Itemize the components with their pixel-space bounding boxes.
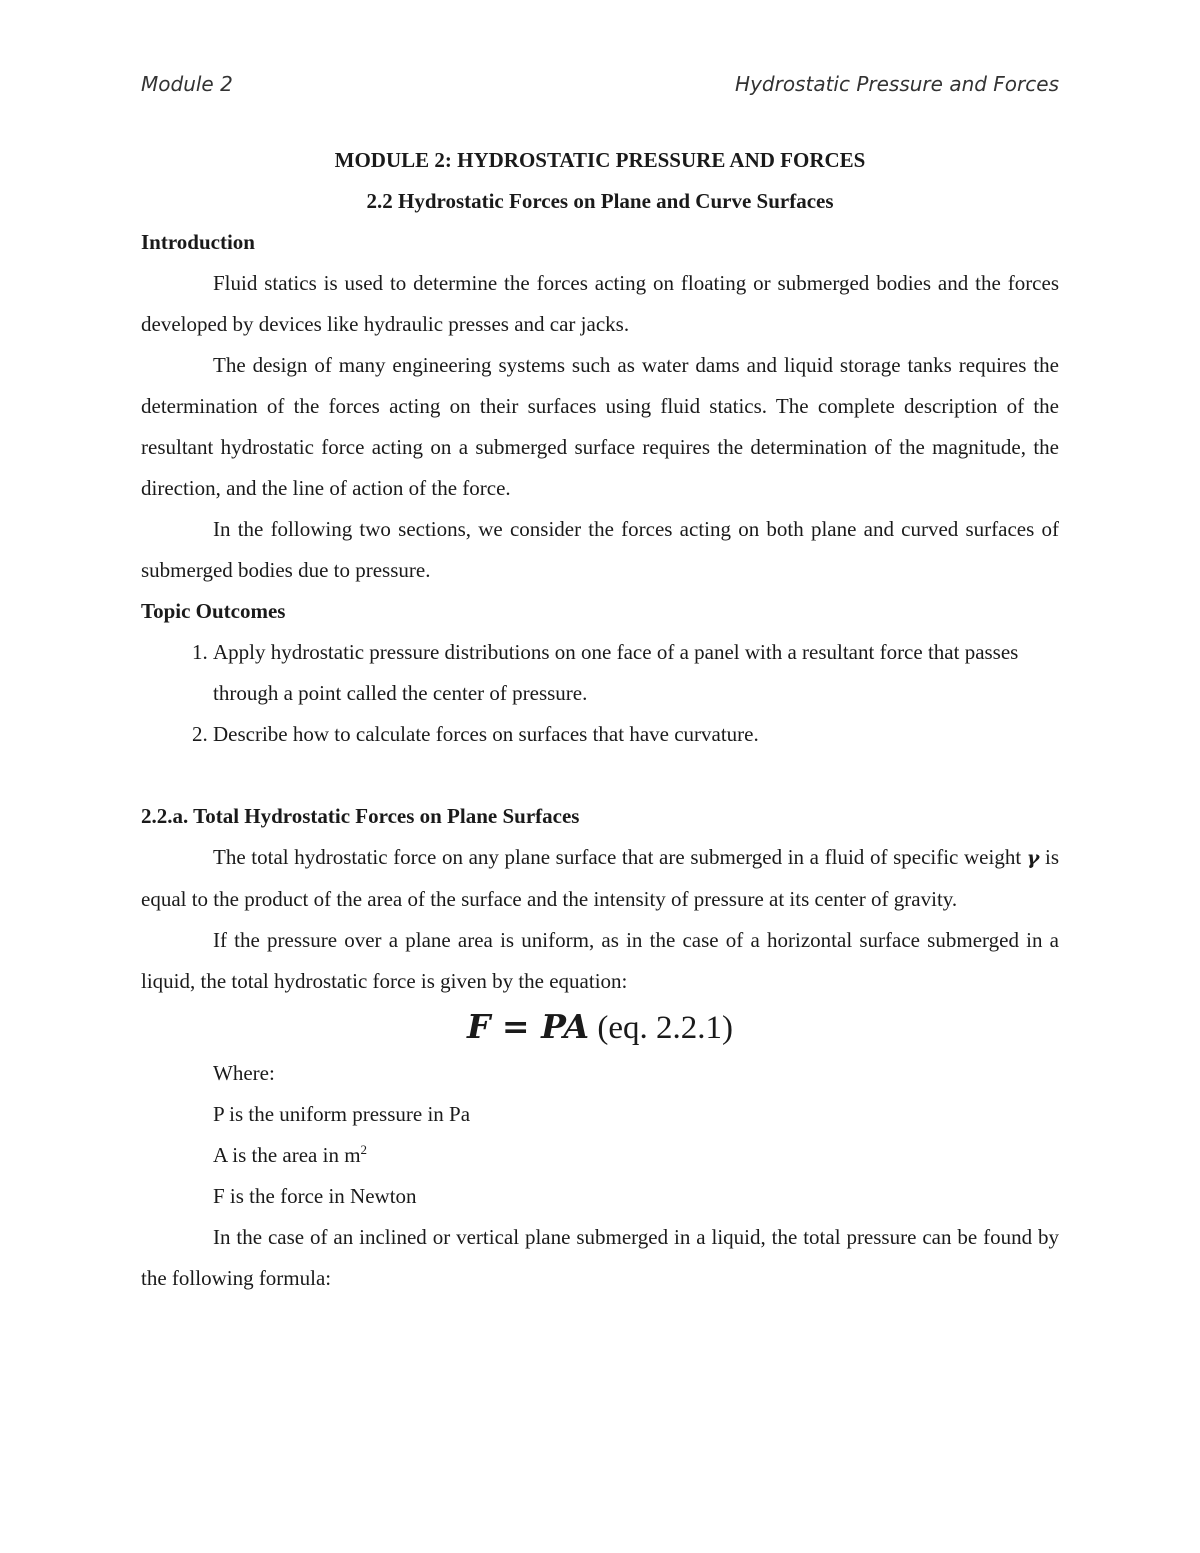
equation-2-2-1 (141, 1002, 1059, 1053)
outcome-item: 1. Apply hydrostatic pressure distributions on one face of a panel with a resultant force that passes through a point called the center of pressure. (213, 632, 1059, 714)
where-label: Where: (213, 1061, 275, 1085)
definition-f: F is the force in Newton (213, 1184, 417, 1208)
outcome-item: 2. Describe how to calculate forces on surfaces that have curvature. (213, 714, 1059, 755)
equation-equals: = (490, 1007, 542, 1046)
gamma-symbol: γ (1026, 847, 1040, 869)
intro-paragraph-2: The design of many engineering systems such as water dams and liquid storage tanks requires the determination of the forces acting on their surfaces using fluid statics. The complete description of the resultant hydrostatic force acting on a submerged surface requires the determination of the magnitude, the direction, and the line of action of the force. (141, 353, 1059, 500)
section-p1-start: The total hydrostatic force on any plane surface that are submerged in a fluid of specific weight (213, 845, 1027, 869)
section-p1-end: is equal to the product of the area of the surface and the intensity of pressure at its center of gravity. (141, 845, 1059, 911)
equation-lhs: F (467, 1007, 491, 1046)
section-paragraph-1 (141, 837, 1059, 920)
header-module-label: Module 2 (141, 72, 233, 96)
document-subtitle: 2.2 Hydrostatic Forces on Plane and Curve Surfaces (366, 189, 834, 213)
intro-paragraph-3: In the following two sections, we consider the forces acting on both plane and curved surfaces of submerged bodies due to pressure. (141, 517, 1059, 582)
spacer (141, 755, 1059, 796)
intro-paragraph-1: Fluid statics is used to determine the forces acting on floating or submerged bodies and the forces developed by devices like hydraulic presses and car jacks. (141, 271, 1059, 336)
header-topic-label: Hydrostatic Pressure and Forces (735, 72, 1059, 96)
equation-rhs: PA (541, 1007, 590, 1046)
document-body (141, 140, 1059, 1299)
equation-reference: (eq. 2.2.1) (589, 1010, 733, 1046)
page-header (141, 72, 1059, 102)
section-paragraph-2: If the pressure over a plane area is uniform, as in the case of a horizontal surface submerged in a liquid, the total hydrostatic force is given by the equation: (141, 928, 1059, 993)
introduction-heading: Introduction (141, 230, 255, 254)
outcomes-list (141, 632, 1059, 755)
outcomes-heading: Topic Outcomes (141, 599, 286, 623)
definition-a-exponent: 2 (360, 1142, 368, 1157)
definition-p: P is the uniform pressure in Pa (213, 1102, 471, 1126)
definition-a (141, 1135, 1059, 1176)
document-title: MODULE 2: HYDROSTATIC PRESSURE AND FORCES (334, 148, 866, 172)
definition-a-text: A is the area in m (213, 1143, 361, 1167)
section-paragraph-3: In the case of an inclined or vertical plane submerged in a liquid, the total pressure can be found by the following formula: (141, 1225, 1059, 1290)
section-heading: 2.2.a. Total Hydrostatic Forces on Plane Surfaces (141, 804, 580, 828)
